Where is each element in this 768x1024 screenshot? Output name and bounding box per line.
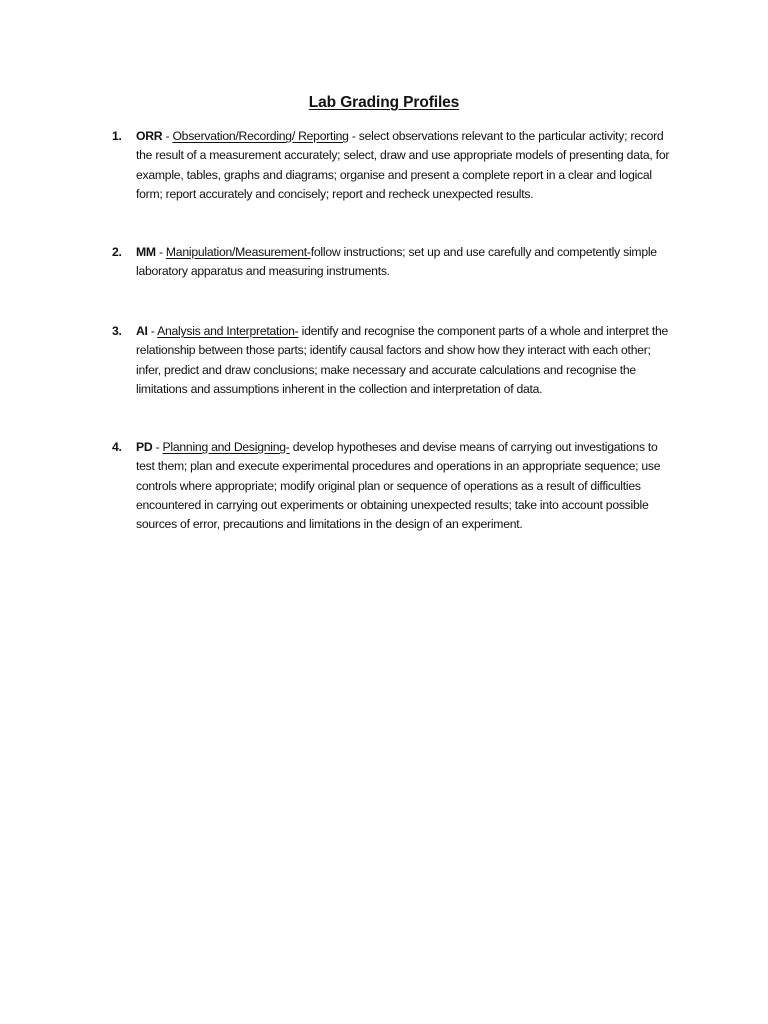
- profile-number: 4.: [112, 440, 122, 454]
- profile-content: [136, 243, 672, 282]
- profile-abbreviation: MM: [136, 245, 156, 259]
- profile-abbreviation: ORR: [136, 129, 163, 143]
- profile-separator: -: [162, 129, 173, 143]
- profile-description: identify and recognise the component parts of a whole and interpret the relationship between those parts; identify causal factors and show how they interact with each other; infer, predict and draw conclusions; make necessary and accurate calculations and recognise the limitations and assumptions inherent in the collection and interpretation of data.: [136, 324, 669, 396]
- profile-heading: Planning and Designing-: [162, 440, 290, 454]
- document-title: Lab Grading Profiles: [308, 94, 460, 111]
- profile-description: - select observations relevant to the particular activity; record the result of a measurement accurately; select, draw and use appropriate models of presenting data, for example, tables, graphs and diagrams; organise and present a complete report in a clear and logical form; report accurately and concisely; report and recheck unexpected results.: [136, 129, 670, 201]
- profile-item-ai: [112, 322, 672, 399]
- profile-description: follow instructions; set up and use carefully and competently simple laboratory apparatus and measuring instruments.: [136, 245, 657, 279]
- profile-item-mm: [112, 243, 672, 282]
- profile-heading: Analysis and Interpretation-: [157, 324, 299, 338]
- profile-heading: Manipulation/Measurement-: [165, 245, 311, 259]
- profile-number: 1.: [112, 129, 122, 143]
- profile-number: 2.: [112, 245, 122, 259]
- profile-separator: -: [152, 440, 163, 454]
- profile-heading: Observation/Recording/ Reporting: [172, 129, 349, 143]
- profile-separator: -: [155, 245, 166, 259]
- profile-separator: -: [147, 324, 158, 338]
- profile-description: develop hypotheses and devise means of carrying out investigations to test them; plan and execute experimental procedures and operations in an appropriate sequence; use controls where appropriate; modify original plan or sequence of operations as a result of difficulties encountered in carrying out experiments or obtaining unexpected results; take into account possible sources of error, precautions and limitations in the design of an experiment.: [136, 440, 661, 532]
- profile-content: [136, 127, 672, 204]
- profile-abbreviation: AI: [136, 324, 148, 338]
- profile-item-orr: [112, 127, 672, 204]
- profile-content: [136, 322, 672, 399]
- profile-content: [136, 438, 672, 534]
- profile-item-pd: [112, 438, 672, 534]
- profile-abbreviation: PD: [136, 440, 153, 454]
- profile-number: 3.: [112, 324, 122, 338]
